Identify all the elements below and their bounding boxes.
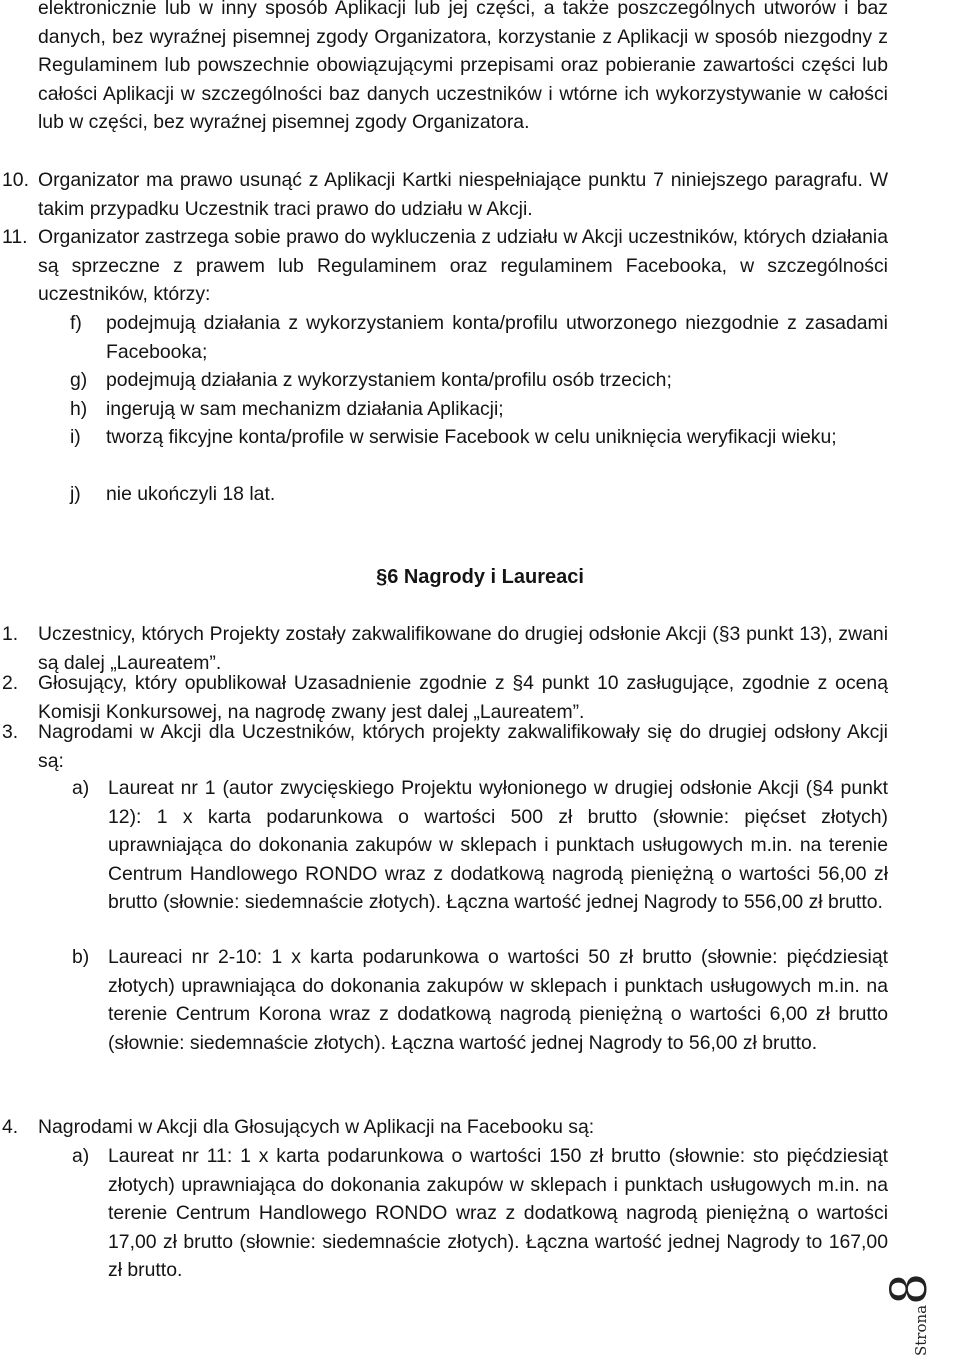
- item-text: Głosujący, który opublikował Uzasadnienie zgodnie z §4 punkt 10 zasługujące, zgodnie z oceną Komisji Konkursowej, na nagrodę zwany jest dalej „Laureatem”.: [38, 672, 888, 723]
- sub-item-g: [0, 366, 960, 395]
- item-number: 1.: [2, 623, 19, 645]
- sub-item-letter: b): [72, 946, 90, 968]
- continuation-paragraph: [0, 0, 960, 137]
- item-number: 2.: [2, 672, 19, 694]
- sub-item-b-participants: [0, 943, 960, 1057]
- sub-item-f: [0, 309, 960, 366]
- item-number: 11.: [2, 226, 28, 248]
- sub-item-text: podejmują działania z wykorzystaniem konta/profilu osób trzecich;: [106, 369, 672, 391]
- sub-item-letter: i): [70, 426, 81, 448]
- sub-item-j: [0, 480, 960, 509]
- sub-item-text: tworzą fikcyjne konta/profile w serwisie Facebook w celu uniknięcia weryfikacji wieku;: [106, 426, 837, 448]
- sub-item-h: [0, 395, 960, 424]
- item-text: Organizator zastrzega sobie prawo do wykluczenia z udziału w Akcji uczestników, których działania są sprzeczne z prawem lub Regulaminem oraz regulaminem Facebooka, w szczególności uczestników, którzy:: [38, 226, 888, 306]
- sub-item-text: ingerują w sam mechanizm działania Aplikacji;: [106, 398, 504, 420]
- item-text: Uczestnicy, których Projekty zostały zakwalifikowane do drugiej odsłonie Akcji (§3 punkt 13), zwani są dalej „Laureatem”.: [38, 623, 888, 674]
- section-symbol: §: [376, 566, 388, 588]
- continuation-text: elektronicznie lub w inny sposób Aplikacji lub jej części, a także poszczególnych utworów i baz danych, bez wyraźnej pisemnej zgody Organizatora, korzystanie z Aplikacji w sposób niezgodny z Regulaminem lub powszechnie obowiązującymi przepisami oraz pobieranie zawartości części lub całości Aplikacji w szczególności baz danych uczestników i wtórne ich wykorzystywanie w całości lub w części, bez wyraźnej pisemnej zgody Organizatora.: [38, 0, 888, 134]
- list-item-3: [0, 718, 960, 775]
- sub-item-a-voters: [0, 1142, 960, 1285]
- sub-item-text: Laureat nr 1 (autor zwycięskiego Projektu wyłonionego w drugiej odsłonie Akcji (§4 punkt 12): 1 x karta podarunkowa o wartości 500 zł brutto (słownie: pięćset złotych) uprawniająca do dokonania zakupów w sklepach i punktach usługowych m.in. na terenie Centrum Handlowego RONDO wraz z dodatkową nagrodą pieniężną o wartości 56,00 zł brutto (słownie: siedemnaście złotych). Łączna wartość jednej Nagrody to 556,00 zł brutto.: [108, 777, 888, 914]
- item-number: 4.: [2, 1116, 19, 1138]
- list-item-4: [0, 1113, 960, 1142]
- item-text: Nagrodami w Akcji dla Głosujących w Aplikacji na Facebooku są:: [38, 1116, 595, 1138]
- sub-item-text: podejmują działania z wykorzystaniem konta/profilu utworzonego niezgodnie z zasadami Facebooka;: [106, 312, 888, 363]
- page-footer: [880, 1246, 940, 1356]
- sub-item-text: nie ukończyli 18 lat.: [106, 483, 276, 505]
- sub-item-letter: a): [72, 1145, 90, 1167]
- sub-item-a-participants: [0, 774, 960, 917]
- item-text: Nagrodami w Akcji dla Uczestników, których projekty zakwalifikowały się do drugiej odsłony Akcji są:: [38, 721, 888, 772]
- sub-item-letter: g): [70, 369, 88, 391]
- item-number: 3.: [2, 721, 19, 743]
- sub-item-letter: a): [72, 777, 90, 799]
- section-title: 6 Nagrody i Laureaci: [387, 566, 584, 588]
- section-heading: [0, 563, 960, 592]
- list-item-11: [0, 223, 960, 309]
- page-number: 8: [880, 1273, 938, 1305]
- page-label: Strona: [912, 1304, 930, 1356]
- sub-item-letter: f): [70, 312, 82, 334]
- sub-item-text: Laureaci nr 2-10: 1 x karta podarunkowa o wartości 50 zł brutto (słownie: pięćdziesiąt złotych) uprawniająca do dokonania zakupów w sklepach i punktach usługowych m.in. na terenie Centrum Korona wraz z dodatkową nagrodą pieniężną o wartości 6,00 zł brutto (słownie: siedemnaście złotych). Łączna wartość jednej Nagrody to 56,00 zł brutto.: [108, 946, 888, 1054]
- item-text: Organizator ma prawo usunąć z Aplikacji Kartki niespełniające punktu 7 niniejszego paragrafu. W takim przypadku Uczestnik traci prawo do udziału w Akcji.: [38, 169, 888, 220]
- sub-item-text: Laureat nr 11: 1 x karta podarunkowa o wartości 150 zł brutto (słownie: sto pięćdziesiąt złotych) uprawniająca do dokonania zakupów w sklepach i punktach usługowych m.in. na terenie Centrum Handlowego RONDO wraz z dodatkową nagrodą pieniężną o wartości 17,00 zł brutto (słownie: siedemnaście złotych). Łączna wartość jednej Nagrody to 167,00 zł brutto.: [108, 1145, 888, 1282]
- sub-item-i: [0, 423, 960, 452]
- list-item-10: [0, 166, 960, 223]
- sub-item-letter: h): [70, 398, 88, 420]
- sub-item-letter: j): [70, 483, 81, 505]
- item-number: 10.: [2, 169, 29, 191]
